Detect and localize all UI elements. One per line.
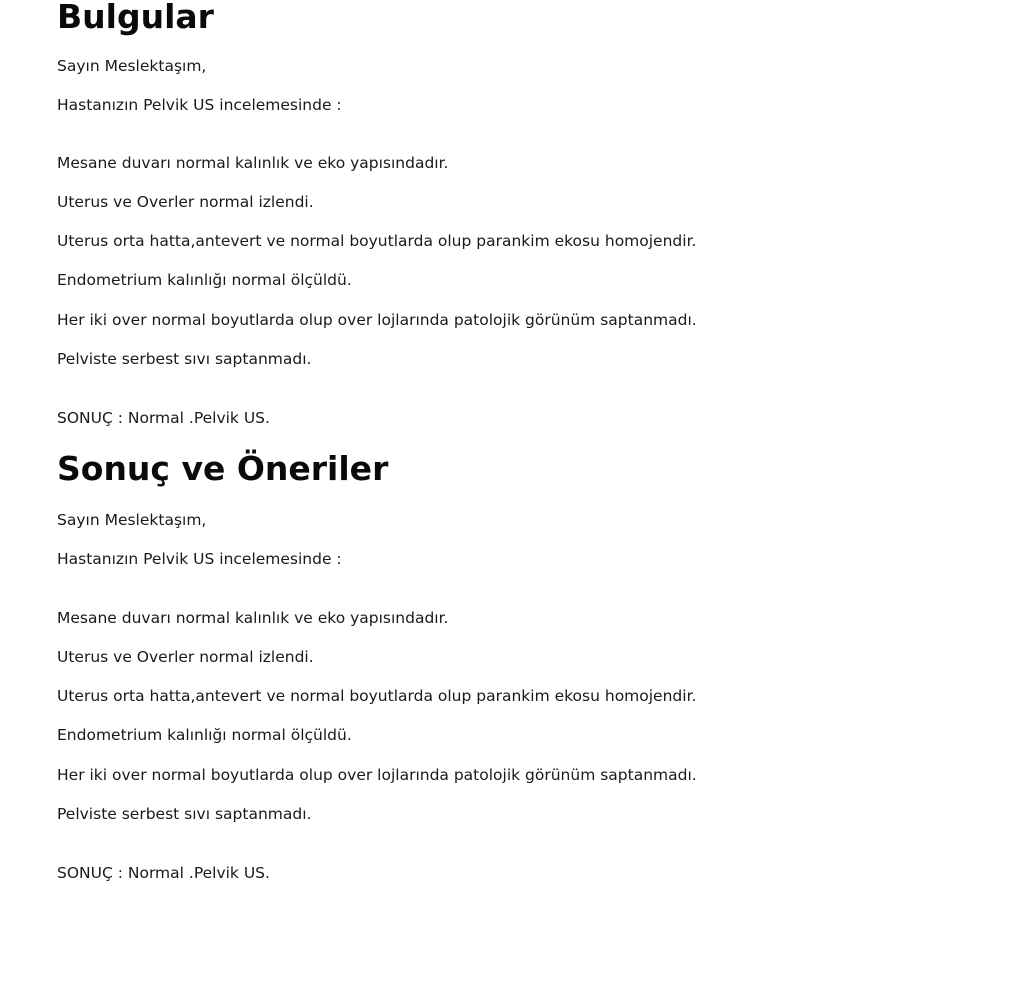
conclusion-text: SONUÇ : Normal .Pelvik US. — [57, 409, 270, 427]
conclusion-text: SONUÇ : Normal .Pelvik US. — [57, 864, 270, 882]
intro-text: Hastanızın Pelvik US incelemesinde : — [57, 550, 342, 568]
greeting-text: Sayın Meslektaşım, — [57, 511, 207, 529]
finding-line: Uterus ve Overler normal izlendi. — [57, 648, 314, 666]
finding-line: Mesane duvarı normal kalınlık ve eko yapısındadır. — [57, 154, 449, 172]
finding-line: Uterus ve Overler normal izlendi. — [57, 193, 314, 211]
section-title: Sonuç ve Öneriler — [57, 449, 389, 488]
section-title: Bulgular — [57, 0, 214, 36]
finding-line: Her iki over normal boyutlarda olup over lojlarında patolojik görünüm saptanmadı. — [57, 311, 697, 329]
finding-line: Mesane duvarı normal kalınlık ve eko yapısındadır. — [57, 609, 449, 627]
finding-line: Pelviste serbest sıvı saptanmadı. — [57, 350, 312, 368]
finding-line: Pelviste serbest sıvı saptanmadı. — [57, 805, 312, 823]
intro-text: Hastanızın Pelvik US incelemesinde : — [57, 96, 342, 114]
finding-line: Her iki over normal boyutlarda olup over lojlarında patolojik görünüm saptanmadı. — [57, 766, 697, 784]
finding-line: Uterus orta hatta,antevert ve normal boyutlarda olup parankim ekosu homojendir. — [57, 232, 697, 250]
finding-line: Endometrium kalınlığı normal ölçüldü. — [57, 271, 352, 289]
finding-line: Endometrium kalınlığı normal ölçüldü. — [57, 726, 352, 744]
greeting-text: Sayın Meslektaşım, — [57, 57, 207, 75]
finding-line: Uterus orta hatta,antevert ve normal boyutlarda olup parankim ekosu homojendir. — [57, 687, 697, 705]
